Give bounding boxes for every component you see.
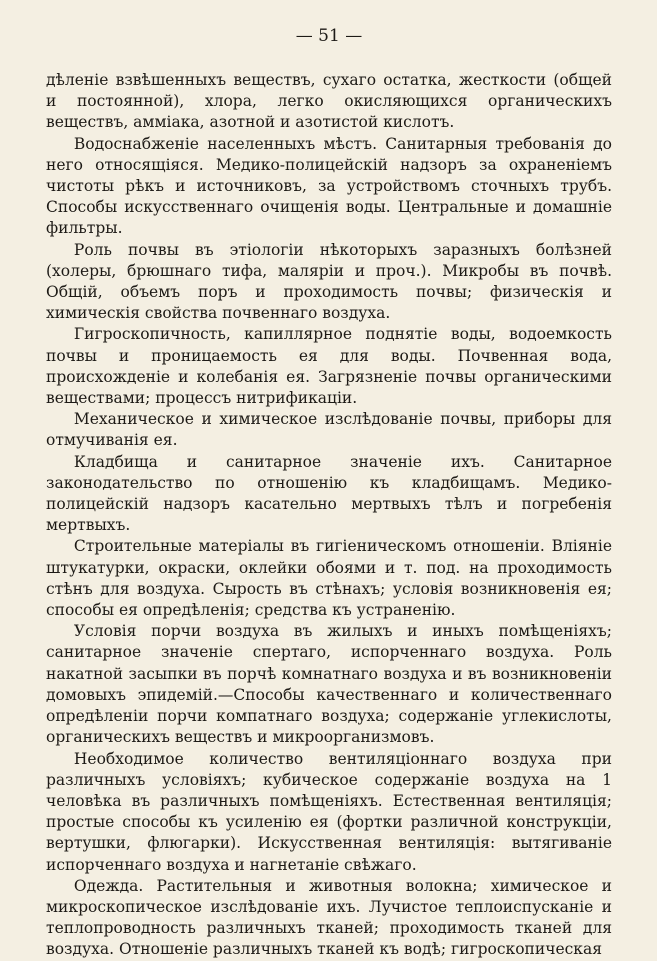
page-number: — 51 — (295, 26, 363, 46)
paragraph-4: Гигроскопичность, капиллярное поднятіе воды, водоемкость почвы и проницаемость ея для воды. Почвенная вода, происхожденіе и колебанія ея. Загрязненіе почвы органическими веществами; процессъ нитрификаціи. (46, 325, 612, 408)
paragraph-5: Механическое и химическое изслѣдованіе почвы, приборы для отмучиванія ея. (46, 410, 612, 450)
paragraph-3: Роль почвы въ этіологіи нѣкоторыхъ заразныхъ болѣзней (холеры, брюшнаго тифа, маляріи и проч.). Микробы въ почвѣ. Общій, объемъ поръ и проходимость почвы; физическія и химическія свойства почвеннаго воздуха. (46, 240, 612, 323)
paragraph-2: Водоснабженіе населенныхъ мѣстъ. Санитарныя требованія до него относящіяся. Медико-полицейскій надзоръ за охраненіемъ чистоты рѣкъ и источниковъ, за устройствомъ сточныхъ трубъ. Способы искусственнаго очищенія воды. Центральные и домашніе фильтры. (46, 134, 612, 238)
paragraph-7: Строительные матеріалы въ гигіеническомъ отношеніи. Вліяніе штукатурки, окраски, оклейки обоями и т. под. на проходимость стѣнъ для воздуха. Сырость въ стѣнахъ; условія возникновенія ея; способы ея опредѣленія; средства къ устраненію. (46, 537, 612, 620)
paragraph-8: Условія порчи воздуха въ жилыхъ и иныхъ помѣщеніяхъ; санитарное значеніе спертаго, испорченнаго воздуха. Роль накатной засыпки въ порчѣ комнатнаго воздуха и въ возникновеніи домовыхъ эпидемій.—Способы качественнаго и количественнаго опредѣленіи порчи компатнаго воздуха; содержаніе углекислоты, органическихъ веществъ и микроорганизмовъ. (46, 622, 612, 747)
paragraph-10: Одежда. Растительныя и животныя волокна; химическое и микроскопическое изслѣдованіе ихъ. Лучистое теплоиспусканіе и теплопроводность различныхъ тканей; проходимость тканей для воздуха. Отношеніе различныхъ тканей къ водѣ; гигроскопическая (46, 876, 612, 959)
paragraph-9: Необходимое количество вентиляціоннаго воздуха при различныхъ условіяхъ; кубическое содержаніе воздуха на 1 человѣка въ различныхъ помѣщеніяхъ. Естественная вентиляція; простые способы къ усиленію ея (фортки различной конструкціи, вертушки, флюгарки). Искусственная вентиляція: вытягиваніе испорченнаго воздуха и нагнетаніе свѣжаго. (46, 749, 612, 874)
paragraph-6: Кладбища и санитарное значеніе ихъ. Санитарное законодательство по отношенію къ кладбищамъ. Медико-полицейскій надзоръ касательно мертвыхъ тѣлъ и погребенія мертвыхъ. (46, 452, 612, 535)
document-page (46, 22, 612, 961)
paragraph-1: дѣленіе взвѣшенныхъ веществъ, сухаго остатка, жесткости (общей и постоянной), хлора, легко окисляющихся органическихъ веществъ, амміака, азотной и азотистой кислотъ. (46, 71, 612, 132)
